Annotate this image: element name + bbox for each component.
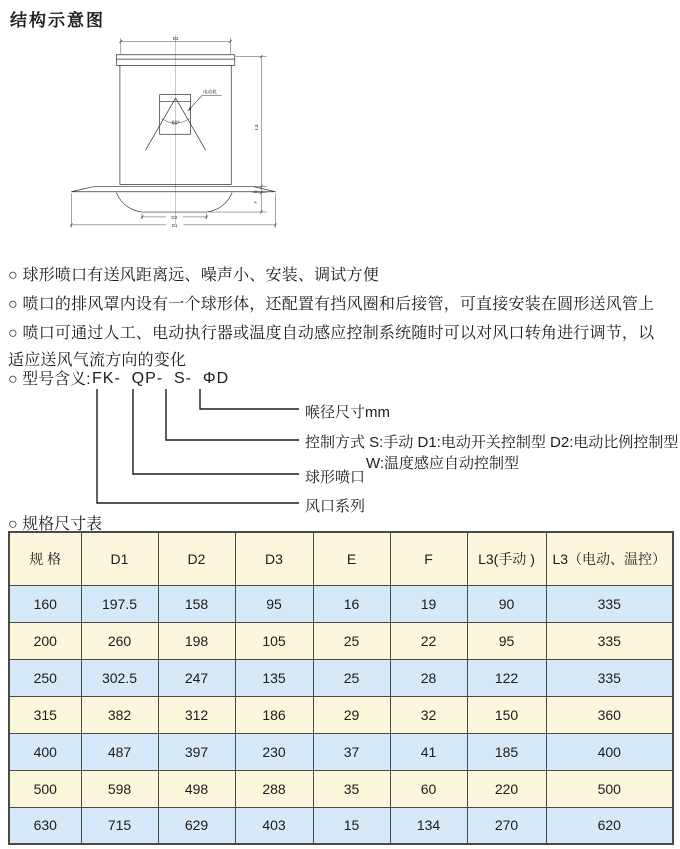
spec-cell: 250 — [9, 659, 81, 696]
spec-cell: 360 — [546, 696, 673, 733]
motor-leader — [188, 95, 222, 110]
spec-cell: 500 — [9, 770, 81, 807]
spec-cell: 16 — [313, 585, 390, 622]
spec-cell: 400 — [546, 733, 673, 770]
legend-nozzle-label: 球形喷口 — [305, 469, 366, 486]
dim-label-e: E — [252, 189, 258, 193]
feature-item: ○ 喷口可通过人工、电动执行器或温度自动感应控制系统随时可以对风口转角进行调节，以 — [8, 325, 655, 342]
spec-cell: 312 — [158, 696, 235, 733]
spec-cell: 105 — [235, 622, 313, 659]
spec-cell: 28 — [390, 659, 467, 696]
dim-label-d1: D1 — [171, 223, 178, 229]
spec-cell: 247 — [158, 659, 235, 696]
feature-item: ○ 球形喷口有送风距离远、噪声小、安装、调试方便 — [8, 267, 379, 284]
spec-cell: 150 — [467, 696, 546, 733]
feature-item: ○ 喷口的排风罩内设有一个球形体，还配置有挡风圈和后接管，可直接安装在圆形送风管上 — [8, 296, 655, 313]
spec-cell: 41 — [390, 733, 467, 770]
spec-cell: 397 — [158, 733, 235, 770]
spec-cell: 200 — [9, 622, 81, 659]
table-row — [9, 659, 673, 696]
spec-cell: 95 — [235, 585, 313, 622]
spec-cell: 487 — [81, 733, 158, 770]
spec-cell: 715 — [81, 807, 158, 844]
spec-cell: 185 — [467, 733, 546, 770]
page-title: 结构示意图 — [10, 11, 105, 30]
table-row — [9, 807, 673, 844]
spec-header-cell: F — [390, 532, 467, 585]
model-tree-lines — [90, 386, 305, 512]
table-row — [9, 733, 673, 770]
spec-header-cell: D2 — [158, 532, 235, 585]
table-row — [9, 622, 673, 659]
feature-item: 适应送风气流方向的变化 — [8, 352, 187, 369]
model-meaning-label: ○ 型号含义: — [8, 371, 91, 388]
diagram-labels — [171, 36, 259, 228]
model-code: FK- QP- S- ΦD — [92, 370, 230, 387]
dim-label-d3: D3 — [171, 215, 178, 221]
spec-cell: 230 — [235, 733, 313, 770]
spec-cell: 620 — [546, 807, 673, 844]
spec-cell: 270 — [467, 807, 546, 844]
spec-cell: 260 — [81, 622, 158, 659]
spec-cell: 498 — [158, 770, 235, 807]
spec-cell: 22 — [390, 622, 467, 659]
spec-cell: 37 — [313, 733, 390, 770]
spec-cell: 302.5 — [81, 659, 158, 696]
spec-header-cell: E — [313, 532, 390, 585]
spec-header-cell: L3（电动、温控） — [546, 532, 673, 585]
spec-header-cell: D3 — [235, 532, 313, 585]
dim-label-d2: D2 — [172, 36, 179, 42]
dim-label-l3: L3 — [254, 124, 260, 130]
spec-cell: 315 — [9, 696, 81, 733]
spec-cell: 220 — [467, 770, 546, 807]
table-row — [9, 585, 673, 622]
spec-header-cell: L3(手动 ) — [467, 532, 546, 585]
spec-header-row — [9, 532, 673, 585]
spec-cell: 335 — [546, 659, 673, 696]
spec-header-cell: D1 — [81, 532, 158, 585]
spec-cell: 629 — [158, 807, 235, 844]
spec-cell: 197.5 — [81, 585, 158, 622]
spec-cell: 90 — [467, 585, 546, 622]
spherical-bowl — [116, 193, 232, 212]
spec-cell: 186 — [235, 696, 313, 733]
spec-cell: 288 — [235, 770, 313, 807]
motor-label: 电动机 — [202, 89, 217, 95]
spec-cell: 29 — [313, 696, 390, 733]
legend-series-label: 风口系列 — [305, 498, 366, 515]
flange — [71, 186, 275, 191]
legend-throat-label: 喉径尺寸mm — [305, 404, 390, 421]
spec-cell: 95 — [467, 622, 546, 659]
structure-diagram — [40, 30, 320, 258]
spec-table — [8, 531, 674, 845]
spec-cell: 134 — [390, 807, 467, 844]
spec-cell: 60 — [390, 770, 467, 807]
spec-cell: 122 — [467, 659, 546, 696]
table-row — [9, 770, 673, 807]
spec-cell: 135 — [235, 659, 313, 696]
spec-cell: 25 — [313, 659, 390, 696]
spec-cell: 400 — [9, 733, 81, 770]
spec-header-cell: 规 格 — [9, 532, 81, 585]
legend-control-label-line1: 控制方式 S:手动 D1:电动开关控制型 D2:电动比例控制型 — [305, 434, 679, 451]
spec-cell: 198 — [158, 622, 235, 659]
spec-cell: 158 — [158, 585, 235, 622]
table-row — [9, 696, 673, 733]
spec-cell: 403 — [235, 807, 313, 844]
angle-label: 60° — [171, 120, 180, 127]
spec-table-title: ○ 规格尺寸表 — [8, 516, 103, 533]
spec-cell: 32 — [390, 696, 467, 733]
spec-cell: 335 — [546, 622, 673, 659]
motor-box — [160, 95, 191, 135]
nozzle-outline — [70, 35, 277, 228]
spec-cell: 598 — [81, 770, 158, 807]
spec-cell: 19 — [390, 585, 467, 622]
spec-cell: 500 — [546, 770, 673, 807]
legend-control-label-line2: W:温度感应自动控制型 — [366, 455, 520, 472]
spec-cell: 15 — [313, 807, 390, 844]
spec-cell: 160 — [9, 585, 81, 622]
spec-cell: 35 — [313, 770, 390, 807]
spec-cell: 630 — [9, 807, 81, 844]
spec-cell: 25 — [313, 622, 390, 659]
dim-label-f: F — [252, 201, 258, 204]
spec-cell: 382 — [81, 696, 158, 733]
spec-cell: 335 — [546, 585, 673, 622]
